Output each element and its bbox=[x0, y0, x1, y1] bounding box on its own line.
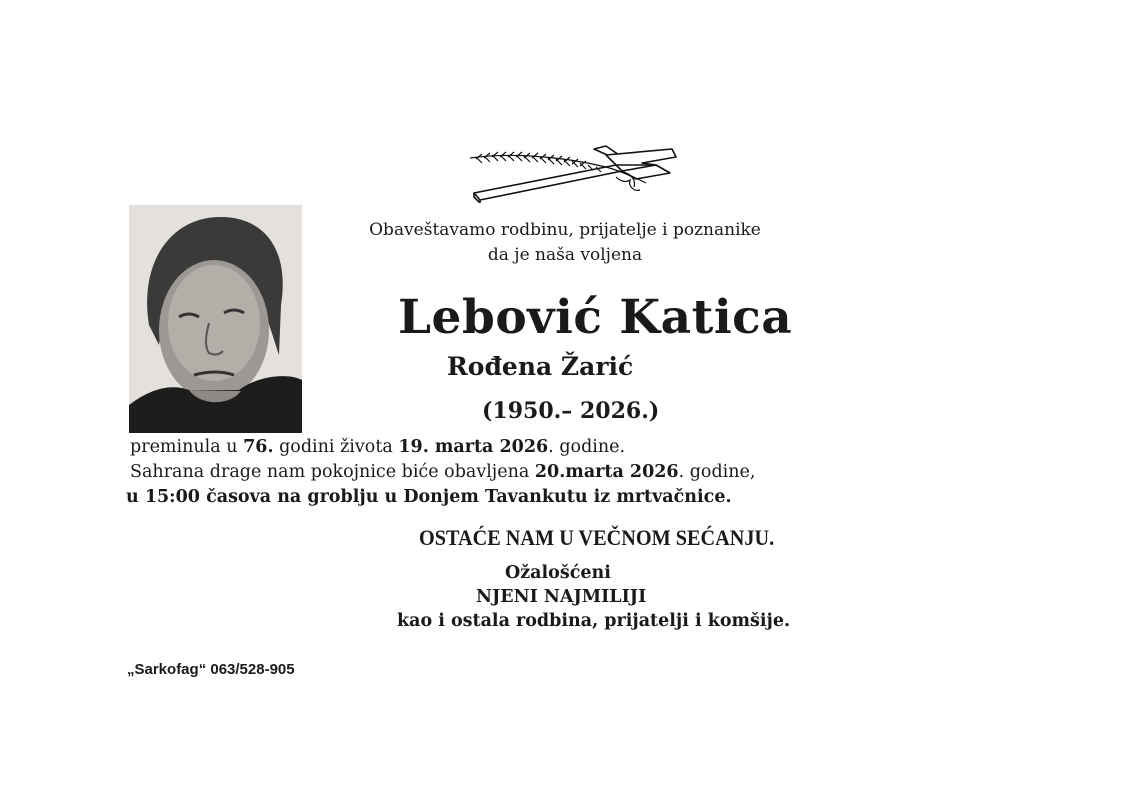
mourners-line-2: NJENI NAJMILIJI bbox=[476, 587, 647, 607]
remembrance-text: OSTAĆE NAM U VEČNOM SEĆANJU. bbox=[419, 525, 775, 550]
funeral-suffix: . godine, bbox=[678, 462, 756, 482]
funeral-prefix: Sahrana drage nam pokojnice biće obavljena bbox=[130, 462, 535, 482]
mourners-line-3: kao i ostala rodbina, prijatelji i komšije. bbox=[397, 611, 791, 631]
deceased-name: Lebović Katica bbox=[398, 290, 793, 345]
funeral-service-contact: „Sarkofag“ 063/528-905 bbox=[127, 661, 295, 678]
intro-line-1: Obaveštavamo rodbinu, prijatelje i poznanike bbox=[369, 220, 761, 240]
maiden-name: Rođena Žarić bbox=[447, 352, 634, 381]
cross-with-palm-branch-icon bbox=[466, 143, 678, 203]
death-date: 19. marta 2026 bbox=[398, 437, 549, 457]
funeral-date: 20.marta 2026 bbox=[534, 462, 679, 482]
portrait-illustration bbox=[129, 205, 302, 433]
funeral-details bbox=[130, 462, 755, 482]
mourners-line-1: Ožalošćeni bbox=[505, 563, 611, 583]
age: 76. bbox=[243, 437, 274, 457]
intro-text bbox=[330, 218, 800, 268]
death-suffix: . godine. bbox=[548, 437, 626, 457]
death-details bbox=[130, 437, 625, 457]
death-prefix: preminula u bbox=[130, 437, 244, 457]
funeral-place: u 15:00 časova na groblju u Donjem Tavankutu iz mrtvačnice. bbox=[126, 487, 732, 507]
death-mid: godini života bbox=[273, 437, 399, 457]
life-years: (1950.– 2026.) bbox=[482, 398, 660, 424]
portrait-photo bbox=[129, 205, 302, 433]
intro-line-2: da je naša voljena bbox=[487, 245, 643, 265]
